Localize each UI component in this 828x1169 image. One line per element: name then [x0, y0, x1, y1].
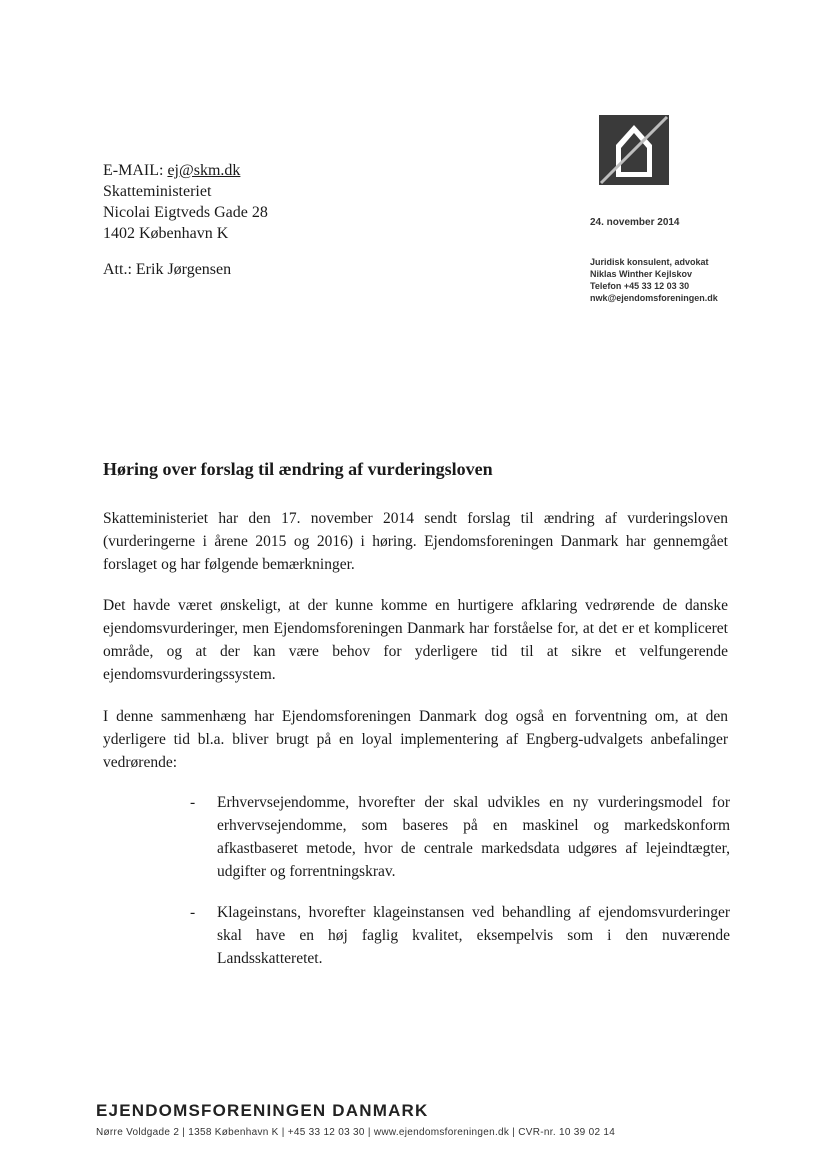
attention-line: Att.: Erik Jørgensen	[103, 261, 232, 278]
recipient-name: Skatteministeriet	[103, 183, 212, 200]
sender-email: nwk@ejendomsforeningen.dk	[590, 293, 718, 303]
bullet-text: Klageinstans, hvorefter klageinstansen ved behandling af ejendomsvurderinger skal have en høj faglig kvalitet, eksempelvis som i den nuværende Landsskatteretet.	[217, 904, 730, 967]
sender-title: Juridisk konsulent, advokat	[590, 257, 709, 267]
footer-org-name: EJENDOMSFORENINGEN DANMARK	[96, 1101, 429, 1120]
bullet-dash: -	[190, 904, 196, 921]
bullet-text: Erhvervsejendomme, hvorefter der skal udvikles en ny vurderingsmodel for erhvervsejendomme, som baseres på en maskinel og markedskonform afkastbaseret metode, hvor de centrale markedsdata udgøres af lejeindtægter, udgifter og forrentningskrav.	[217, 794, 730, 880]
paragraph-2: Det havde været ønskeligt, at der kunne komme en hurtigere afklaring vedrørende de danske ejendomsvurderinger, men Ejendomsforeningen Danmark har forståelse for, at det er et kompliceret område, og at der kan være behov for yderligere tid til at sikre et velfungerende ejendomsvurderingssystem.	[103, 597, 728, 683]
sender-name: Niklas Winther Kejlskov	[590, 269, 692, 279]
house-logo-icon	[599, 115, 669, 185]
list-item	[190, 791, 730, 883]
email-label: E-MAIL:	[103, 162, 164, 179]
paragraph-3: I denne sammenhæng har Ejendomsforeningen Danmark dog også en forventning om, at den yderligere tid bl.a. bliver brugt på en loyal implementering af Engberg-udvalgets anbefalinger vedrørende:	[103, 708, 728, 771]
sender-phone: Telefon +45 33 12 03 30	[590, 281, 690, 291]
recipient-address	[103, 160, 268, 244]
recipient-email-line	[103, 160, 268, 181]
footer-address: Nørre Voldgade 2 | 1358 København K | +45 33 12 03 30 | www.ejendomsforeningen.dk | CVR-nr. 10 39 02 14	[96, 1127, 616, 1138]
paragraph-1: Skatteministeriet har den 17. november 2014 sendt forslag til ændring af vurderingsloven (vurderingerne i årene 2015 og 2016) i høring. Ejendomsforeningen Danmark har gennemgået forslaget og har følgende bemærkninger.	[103, 510, 728, 573]
recipient-city: 1402 København K	[103, 225, 229, 242]
letter-subject: Høring over forslag til ændring af vurderingsloven	[103, 459, 493, 479]
bullet-dash: -	[190, 794, 196, 811]
recipient-email-link[interactable]: ej@skm.dk	[167, 162, 241, 179]
list-item	[190, 901, 730, 970]
sender-contact	[590, 256, 718, 304]
letter-date: 24. november 2014	[590, 217, 680, 228]
recipient-street: Nicolai Eigtveds Gade 28	[103, 204, 268, 221]
